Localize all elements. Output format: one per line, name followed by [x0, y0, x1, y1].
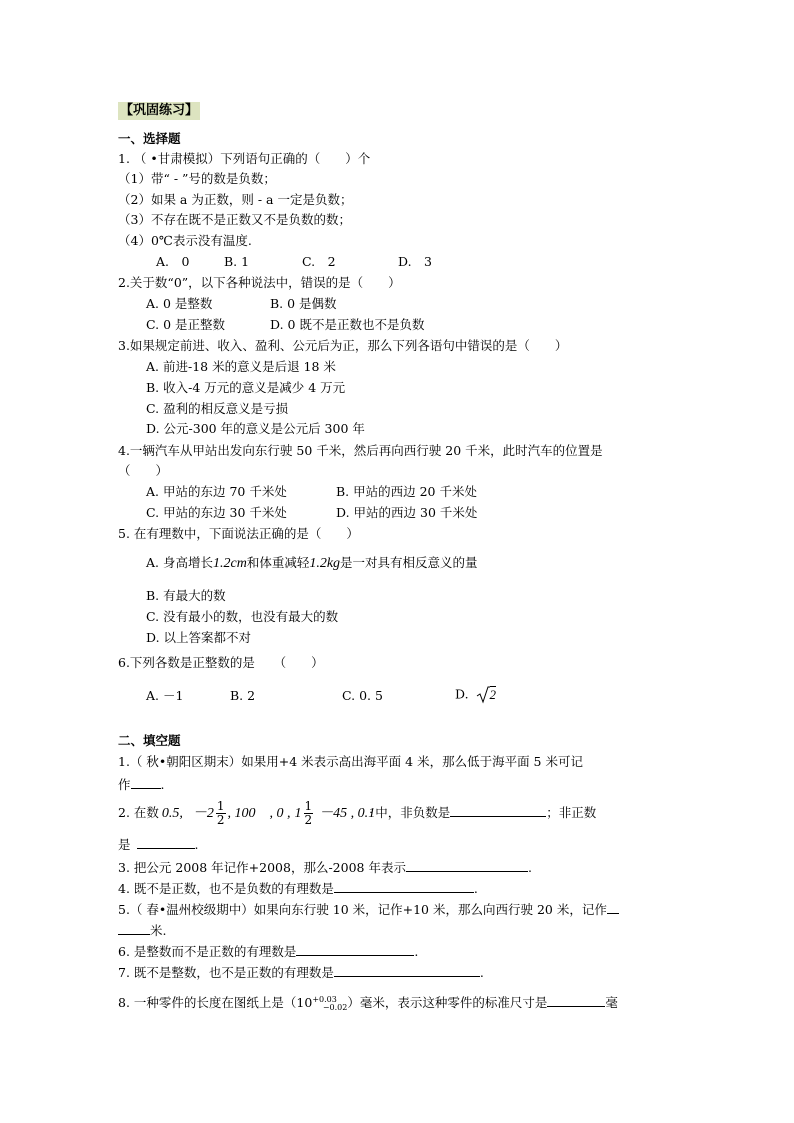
q1-statement-3: （3）不存在既不是正数又不是负数的数；	[118, 212, 351, 227]
q4-option-a: A. 甲站的东边 70 千米处	[146, 484, 287, 499]
q5-a-text-3: 是一对具有相反意义的量	[340, 555, 478, 570]
q2-stem: 2.关于数“0”，以下各种说法中，错误的是（ ）	[118, 275, 401, 290]
f6-answer-blank[interactable]	[296, 943, 414, 956]
q5-a-value-1: 1.2	[212, 556, 231, 571]
sqrt-symbol	[476, 686, 490, 704]
f5-end: 米.	[150, 923, 167, 938]
f7-text: 7. 既不是整数，也不是正数的有理数是	[118, 965, 334, 980]
f5-answer-blank-a[interactable]	[607, 901, 619, 914]
f3-answer-blank[interactable]	[406, 859, 528, 872]
f8-lower-tolerance: −0.02	[322, 1003, 348, 1012]
f2-frac1-num: 1	[216, 799, 225, 813]
f2-fraction-2	[304, 800, 314, 827]
f8-answer-blank[interactable]	[547, 994, 605, 1007]
f8-end: 毫	[605, 995, 618, 1010]
f5-line1	[118, 901, 619, 918]
f4-end: .	[473, 881, 478, 896]
section-choice-title: 一、选择题	[118, 131, 181, 146]
q4-option-b: B. 甲站的西边 20 千米处	[336, 484, 477, 499]
q6-option-d	[455, 686, 496, 704]
f2-num-4: 1	[294, 806, 302, 821]
q5-a-unit-2: kg	[326, 556, 341, 571]
f1-line1: 1.（ 秋•朝阳区期末）如果用+4 米表示高出海平面 4 米，那么低于海平面 5 米可记	[118, 754, 583, 769]
q4-option-d: D. 甲站的西边 30 千米处	[336, 505, 478, 520]
f2-repeating-digit: · 1	[368, 806, 375, 821]
q1-stem: 1. （ •甘肃模拟）下列语句正确的（ ）个	[118, 151, 371, 166]
q5-stem: 5. 在有理数中，下面说法正确的是（ ）	[118, 526, 359, 541]
q5-a-unit-1: cm	[230, 556, 247, 571]
f2-num-2: －2	[192, 806, 214, 821]
q6-option-b: B. 2	[230, 688, 256, 703]
q3-option-d: D. 公元-300 年的意义是公元后 300 年	[146, 421, 365, 436]
q3-stem: 3.如果规定前进、收入、盈利、公元后为正，那么下列各语句中错误的是（ ）	[118, 338, 568, 353]
f2-line2	[118, 836, 199, 853]
q6-d-label: D.	[455, 686, 469, 702]
f3-end: .	[527, 860, 532, 875]
f8-upper-tolerance: +0.03	[312, 995, 337, 1004]
q6-option-a: A. －1	[146, 688, 184, 703]
f2-frac2-num: 1	[304, 799, 313, 813]
q4-option-c: C. 甲站的东边 30 千米处	[146, 505, 287, 520]
f8-line	[118, 992, 618, 1016]
f2-num-3: , 100 , 0 ,	[227, 806, 291, 821]
q1-option-b: B. 1	[224, 254, 250, 269]
q1-statement-2: （2）如果 a 为正数，则 - a 一定是负数；	[118, 192, 353, 207]
q6-stem: 6.下列各数是正整数的是 （ ）	[118, 655, 324, 670]
f7-answer-blank[interactable]	[334, 964, 480, 977]
q1-option-c: C. 2	[302, 254, 336, 269]
f8-base: 10	[296, 995, 313, 1010]
f2-line2-prefix: 是	[118, 837, 131, 852]
q6-d-radicand: 2	[489, 686, 497, 702]
q1-option-a: A. 0	[156, 254, 190, 269]
q5-a-text-1: A. 身高增长	[146, 555, 213, 570]
f8-prefix: 8. 一种零件的长度在图纸上是（	[118, 995, 297, 1010]
f3-line	[118, 859, 532, 876]
f1-line2	[118, 776, 165, 793]
q1-option-d: D. 3	[398, 254, 433, 269]
f2-nonpositive-blank[interactable]	[137, 836, 195, 849]
q3-option-c: C. 盈利的相反意义是亏损	[146, 401, 289, 416]
f2-line2-suffix: .	[194, 837, 199, 852]
q2-option-d: D. 0 既不是正数也不是负数	[270, 317, 425, 332]
f1-prefix: 作	[118, 777, 131, 792]
f6-end: .	[414, 944, 419, 959]
section-fill-title: 二、填空题	[118, 733, 181, 748]
f4-text: 4. 既不是正数，也不是负数的有理数是	[118, 881, 334, 896]
practice-header: 【巩固练习】	[120, 103, 199, 118]
q2-option-c: C. 0 是正整数	[146, 317, 225, 332]
f2-mid: 中，非负数是	[375, 805, 451, 820]
f2-nonpositive-label: ；非正数	[546, 805, 597, 820]
q1-statement-4: （4）0℃表示没有温度.	[118, 233, 252, 248]
f2-prefix: 2. 在数	[118, 805, 159, 820]
f1-suffix: .	[160, 777, 165, 792]
q3-option-b: B. 收入-4 万元的意义是减少 4 万元	[146, 380, 346, 395]
q3-option-a: A. 前进-18 米的意义是后退 18 米	[146, 359, 336, 374]
f2-frac2-den: 2	[304, 813, 313, 827]
q2-option-b: B. 0 是偶数	[270, 296, 337, 311]
f7-end: .	[479, 965, 484, 980]
f3-text: 3. 把公元 2008 年记作+2008，那么-2008 年表示	[118, 860, 406, 875]
f5-answer-blank-b[interactable]	[118, 922, 150, 935]
f6-text: 6. 是整数而不是正数的有理数是	[118, 944, 297, 959]
q4-stem: 4.一辆汽车从甲站出发向东行驶 50 千米，然后再向西行驶 20 千米，此时汽车的位置是	[118, 443, 603, 458]
q6-option-c: C. 0. 5	[342, 688, 383, 703]
q2-option-a: A. 0 是整数	[146, 296, 213, 311]
f7-line	[118, 964, 484, 981]
f6-line	[118, 943, 418, 960]
q1-statement-1: （1）带“ - ”号的数是负数；	[118, 171, 276, 186]
q5-a-text-2: 和体重减轻	[246, 555, 310, 570]
f2-fraction-1	[216, 800, 226, 827]
f2-nonnegative-blank[interactable]	[450, 804, 546, 817]
f2-num-1: 0.5,	[161, 806, 183, 821]
f5-text: 5.（ 春•温州校级期中）如果向东行驶 10 米，记作+10 米，那么向西行驶 20 米，记作	[118, 902, 607, 917]
f2-num-5: －45 , 0.	[319, 806, 369, 821]
q5-option-c: C. 没有最小的数，也没有最大的数	[146, 609, 339, 624]
f8-mid: ）毫米，表示这种零件的标准尺寸是	[347, 995, 548, 1010]
f4-line	[118, 880, 478, 897]
q5-a-value-2: 1.2	[309, 556, 327, 571]
q4-stem-cont: （ ）	[118, 463, 169, 478]
q5-option-b: B. 有最大的数	[146, 588, 226, 603]
q5-option-a	[146, 555, 478, 572]
q5-option-d: D. 以上答案都不对	[146, 630, 252, 645]
f1-answer-blank[interactable]	[131, 776, 161, 789]
f2-frac1-den: 2	[216, 813, 225, 827]
f5-line2	[118, 922, 166, 939]
f2-line1	[118, 798, 596, 829]
f4-answer-blank[interactable]	[334, 880, 474, 893]
